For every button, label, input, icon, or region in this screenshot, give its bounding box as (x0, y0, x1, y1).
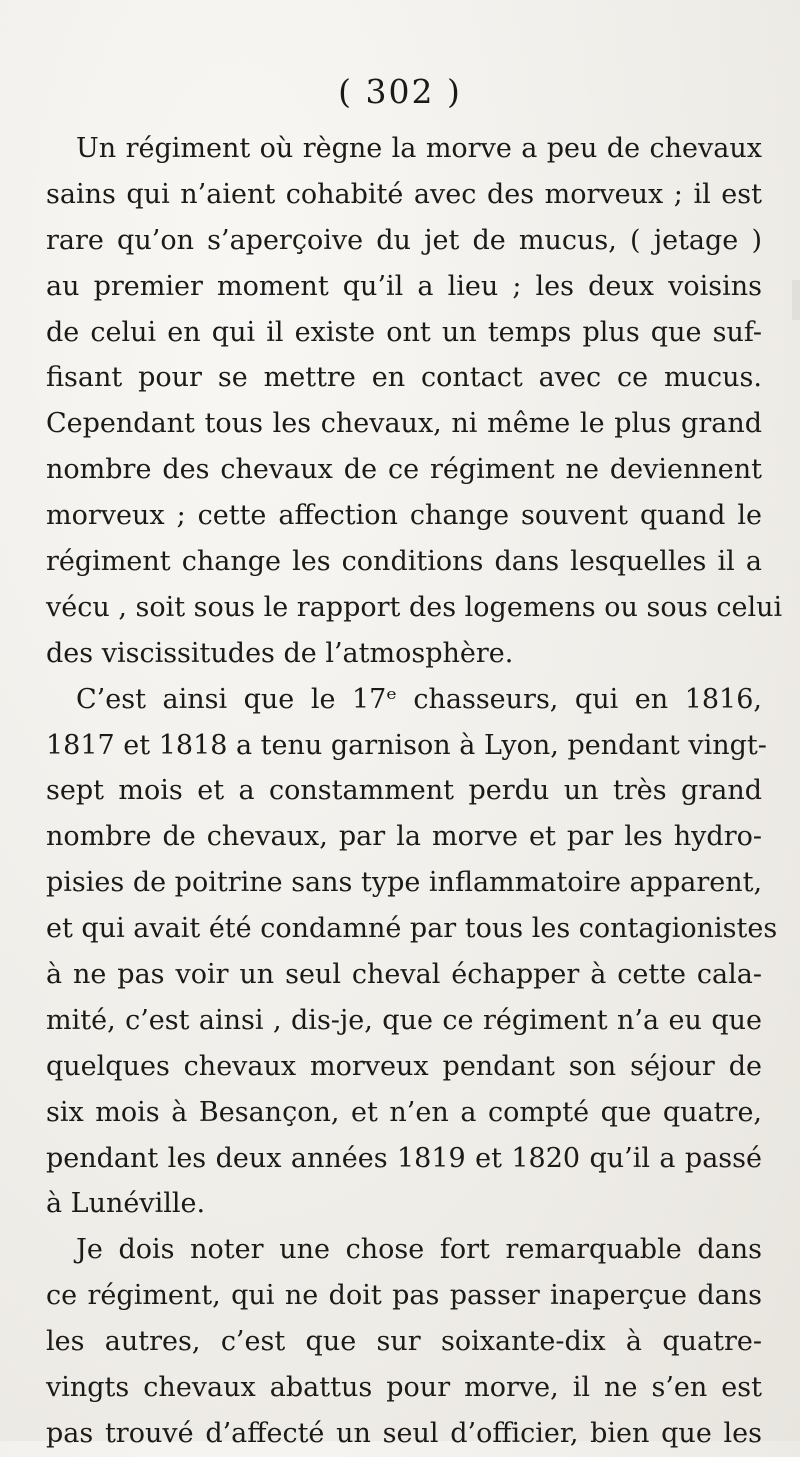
text-line: pisies de poitrine sans type inflammatoire apparent, (46, 867, 763, 899)
text-line: de celui en qui il existe ont un temps plus que suf- (46, 316, 762, 348)
text-line: régiment change les conditions dans lesquelles il a (46, 546, 762, 578)
text-line: fisant pour se mettre en contact avec ce mucus. (46, 362, 762, 394)
text-line: six mois à Besançon, et n’en a compté que quatre, (46, 1096, 762, 1128)
text-line: Je dois noter une chose fort remarquable dans (76, 1234, 762, 1266)
paragraph-2 (46, 677, 778, 1228)
text-line: morveux ; cette affection change souvent quand le (46, 500, 762, 532)
text-line: nombre des chevaux de ce régiment ne deviennent (46, 454, 762, 486)
text-line: mité, c’est ainsi , dis-je, que ce régiment n’a eu que (46, 1004, 762, 1036)
text-line: C’est ainsi que le 17ᵉ chasseurs, qui en 1816, (76, 683, 762, 715)
page-number: ( 302 ) (338, 72, 462, 111)
text-line: vécu , soit sous le rapport des logemens ou sous celui (46, 591, 783, 623)
text-line: vingts chevaux abattus pour morve, il ne s’en est (46, 1372, 762, 1404)
text-line: 1817 et 1818 a tenu garnison à Lyon, pendant vingt- (46, 729, 767, 761)
text-line: quelques chevaux morveux pendant son séjour de (46, 1050, 762, 1082)
text-line: rare qu’on s’aperçoive du jet de mucus, ( jetage ) (46, 224, 762, 256)
text-line: Cependant tous les chevaux, ni même le plus grand (46, 408, 762, 440)
text-line: et qui avait été condamné par tous les contagionistes (46, 913, 778, 945)
paragraph-1 (46, 126, 783, 677)
text-line: à ne pas voir un seul cheval échapper à cette cala- (46, 959, 762, 991)
text-line: les autres, c’est que sur soixante-dix à quatre- (46, 1326, 762, 1358)
text-line: Un régiment où règne la morve a peu de chevaux (76, 133, 762, 164)
text-line: pas trouvé d’affecté un seul d’officier, bien que les (46, 1417, 762, 1449)
paper-smudge (792, 280, 800, 320)
text-line: sept mois et a constamment perdu un très grand (46, 775, 762, 807)
text-line: nombre de chevaux, par la morve et par les hydro- (46, 821, 762, 853)
text-line: sains qui n’aient cohabité avec des morveux ; il est (46, 178, 762, 210)
text-line: pendant les deux années 1819 et 1820 qu’il a passé (46, 1142, 762, 1174)
paragraph-3 (46, 1227, 762, 1456)
text-line: des viscissitudes de l’atmosphère. (46, 637, 514, 669)
text-line: ce régiment, qui ne doit pas passer inaperçue dans (46, 1280, 762, 1312)
text-line: au premier moment qu’il a lieu ; les deux voisins (46, 270, 762, 302)
body-text (46, 126, 783, 1457)
text-line: à Lunéville. (46, 1188, 206, 1220)
